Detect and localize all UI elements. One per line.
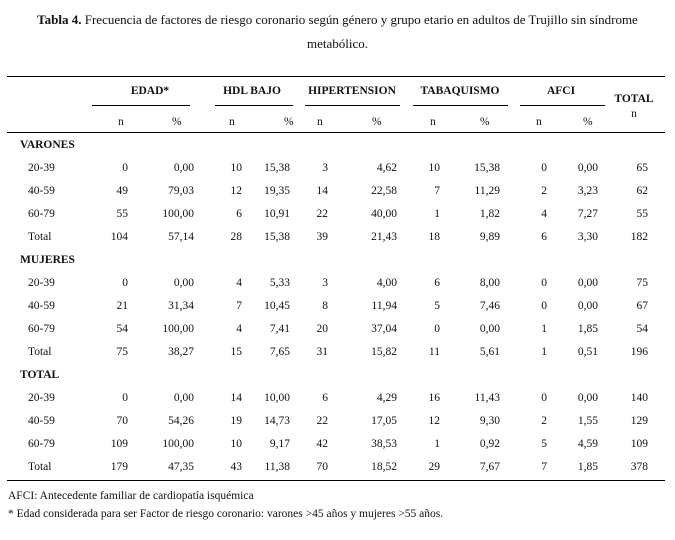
cell-n: 70	[116, 415, 128, 427]
cell-pct: 1,55	[577, 415, 598, 427]
cell-pct: 15,38	[264, 231, 290, 243]
cell-n: 55	[116, 208, 128, 220]
cell-pct: 14,73	[264, 415, 290, 427]
hdl-group-rule	[215, 105, 293, 106]
subheader-pct: %	[172, 116, 182, 128]
cell-n: 5	[434, 300, 440, 312]
cell-total-n: 65	[636, 162, 648, 174]
cell-n: 12	[428, 415, 440, 427]
cell-n: 7	[434, 185, 440, 197]
cell-pct: 0,00	[577, 300, 598, 312]
total-subheader: n	[631, 108, 637, 120]
cell-n: 15	[230, 346, 242, 358]
cell-pct: 79,03	[168, 185, 194, 197]
cell-total-n: 196	[630, 346, 648, 358]
cell-n: 0	[541, 277, 547, 289]
cell-pct: 7,65	[269, 346, 290, 358]
cell-total-n: 129	[630, 415, 648, 427]
cell-pct: 4,59	[577, 438, 598, 450]
header-bottom-rule	[7, 132, 665, 133]
cell-pct: 0,92	[479, 438, 500, 450]
row-label-total: Total	[28, 231, 52, 243]
cell-pct: 3,30	[577, 231, 598, 243]
cell-n: 2	[541, 415, 547, 427]
cell-pct: 37,04	[371, 323, 397, 335]
cell-n: 49	[116, 185, 128, 197]
table-top-rule	[7, 76, 665, 77]
cell-n: 31	[316, 346, 328, 358]
cell-n: 18	[428, 231, 440, 243]
cell-pct: 9,17	[269, 438, 290, 450]
cell-n: 10	[428, 162, 440, 174]
cell-n: 3	[322, 162, 328, 174]
cell-pct: 31,34	[168, 300, 194, 312]
cell-pct: 15,38	[264, 162, 290, 174]
cell-pct: 18,52	[371, 461, 397, 473]
cell-pct: 4,29	[376, 392, 397, 404]
cell-n: 179	[110, 461, 128, 473]
cell-n: 6	[434, 277, 440, 289]
cell-pct: 38,27	[168, 346, 194, 358]
cell-pct: 0,00	[577, 162, 598, 174]
cell-n: 6	[322, 392, 328, 404]
cell-pct: 0,00	[479, 323, 500, 335]
cell-n: 4	[236, 277, 242, 289]
table-bottom-rule	[7, 480, 665, 481]
row-label-age: 40-59	[28, 185, 55, 197]
cell-pct: 10,45	[264, 300, 290, 312]
cell-pct: 15,38	[474, 162, 500, 174]
cell-n: 29	[428, 461, 440, 473]
cell-n: 20	[316, 323, 328, 335]
cell-total-n: 55	[636, 208, 648, 220]
cell-n: 0	[434, 323, 440, 335]
cell-pct: 40,00	[371, 208, 397, 220]
group-header: EDAD*	[130, 85, 170, 97]
row-label-age: 60-79	[28, 438, 55, 450]
group-header: HDL BAJO	[223, 85, 281, 97]
row-label-age: 20-39	[28, 277, 55, 289]
cell-pct: 47,35	[168, 461, 194, 473]
cell-pct: 8,00	[479, 277, 500, 289]
cell-pct: 22,58	[371, 185, 397, 197]
group-header: AFCI	[546, 85, 576, 97]
cell-n: 12	[230, 185, 242, 197]
cell-pct: 0,00	[173, 162, 194, 174]
cell-pct: 11,94	[371, 300, 397, 312]
cell-n: 14	[316, 185, 328, 197]
cell-total-n: 140	[630, 392, 648, 404]
cell-pct: 1,82	[479, 208, 500, 220]
cell-n: 0	[541, 162, 547, 174]
cell-n: 7	[236, 300, 242, 312]
row-label-age: 20-39	[28, 162, 55, 174]
row-label-age: 40-59	[28, 415, 55, 427]
cell-pct: 7,46	[479, 300, 500, 312]
table-caption	[0, 8, 675, 56]
subheader-n: n	[118, 116, 124, 128]
cell-pct: 5,61	[479, 346, 500, 358]
cell-pct: 11,29	[474, 185, 500, 197]
cell-n: 0	[122, 162, 128, 174]
cell-n: 1	[541, 346, 547, 358]
cell-pct: 11,38	[264, 461, 290, 473]
section-title: TOTAL	[20, 369, 60, 381]
cell-n: 16	[428, 392, 440, 404]
section-title: VARONES	[20, 139, 75, 151]
taba-group-rule	[413, 105, 508, 106]
cell-n: 6	[541, 231, 547, 243]
row-label-age: 20-39	[28, 392, 55, 404]
cell-n: 75	[116, 346, 128, 358]
cell-pct: 0,00	[577, 277, 598, 289]
cell-pct: 10,91	[264, 208, 290, 220]
cell-n: 104	[110, 231, 128, 243]
cell-pct: 0,00	[577, 392, 598, 404]
caption-line-2: metabólico.	[306, 36, 368, 51]
cell-pct: 17,05	[371, 415, 397, 427]
cell-pct: 0,00	[173, 277, 194, 289]
cell-pct: 1,85	[577, 461, 598, 473]
cell-n: 0	[541, 392, 547, 404]
cell-n: 7	[541, 461, 547, 473]
subheader-n: n	[536, 116, 542, 128]
cell-n: 11	[428, 346, 440, 358]
cell-n: 42	[316, 438, 328, 450]
cell-n: 19	[230, 415, 242, 427]
cell-total-n: 75	[636, 277, 648, 289]
cell-n: 0	[122, 277, 128, 289]
cell-pct: 0,00	[173, 392, 194, 404]
cell-pct: 11,43	[474, 392, 500, 404]
cell-total-n: 54	[636, 323, 648, 335]
cell-pct: 19,35	[264, 185, 290, 197]
footnote-afci: AFCI: Antecedente familiar de cardiopatía isquémica	[8, 490, 254, 502]
cell-n: 10	[230, 438, 242, 450]
cell-n: 8	[322, 300, 328, 312]
caption-line-1	[0, 8, 675, 32]
cell-n: 1	[434, 208, 440, 220]
cell-pct: 7,41	[269, 323, 290, 335]
cell-n: 54	[116, 323, 128, 335]
cell-n: 39	[316, 231, 328, 243]
cell-n: 6	[236, 208, 242, 220]
cell-n: 1	[541, 323, 547, 335]
cell-n: 28	[230, 231, 242, 243]
caption-text: Frecuencia de factores de riesgo coronario según género y grupo etario en adultos de Trujillo sin síndrome	[81, 12, 638, 27]
cell-pct: 100,00	[162, 208, 194, 220]
edad-group-rule	[92, 105, 190, 106]
cell-total-n: 67	[636, 300, 648, 312]
subheader-pct: %	[372, 116, 382, 128]
cell-n: 21	[116, 300, 128, 312]
cell-pct: 4,62	[376, 162, 397, 174]
subheader-n: n	[317, 116, 323, 128]
cell-n: 4	[541, 208, 547, 220]
footnote-edad: * Edad considerada para ser Factor de riesgo coronario: varones >45 años y mujeres >55 años.	[8, 508, 444, 520]
hta-group-rule	[305, 105, 400, 106]
cell-pct: 15,82	[371, 346, 397, 358]
afci-group-rule	[520, 105, 605, 106]
cell-pct: 100,00	[162, 323, 194, 335]
cell-pct: 3,23	[577, 185, 598, 197]
cell-n: 0	[541, 300, 547, 312]
section-title: MUJERES	[20, 254, 75, 266]
cell-total-n: 62	[636, 185, 648, 197]
cell-pct: 5,33	[269, 277, 290, 289]
cell-n: 70	[316, 461, 328, 473]
subheader-n: n	[229, 116, 235, 128]
row-label-total: Total	[28, 346, 52, 358]
row-label-age: 40-59	[28, 300, 55, 312]
cell-total-n: 109	[630, 438, 648, 450]
cell-n: 2	[541, 185, 547, 197]
cell-pct: 7,27	[577, 208, 598, 220]
cell-pct: 21,43	[371, 231, 397, 243]
cell-n: 14	[230, 392, 242, 404]
subheader-pct: %	[284, 116, 294, 128]
cell-n: 0	[122, 392, 128, 404]
cell-pct: 4,00	[376, 277, 397, 289]
row-label-total: Total	[28, 461, 52, 473]
cell-n: 1	[434, 438, 440, 450]
subheader-pct: %	[480, 116, 490, 128]
total-header: TOTAL	[614, 93, 654, 105]
subheader-n: n	[430, 116, 436, 128]
cell-pct: 57,14	[168, 231, 194, 243]
subheader-pct: %	[583, 116, 593, 128]
cell-total-n: 182	[630, 231, 648, 243]
group-header: HIPERTENSION	[308, 85, 396, 97]
cell-n: 109	[110, 438, 128, 450]
cell-n: 4	[236, 323, 242, 335]
cell-n: 10	[230, 162, 242, 174]
cell-n: 22	[316, 415, 328, 427]
row-label-age: 60-79	[28, 208, 55, 220]
cell-pct: 38,53	[371, 438, 397, 450]
cell-total-n: 378	[630, 461, 648, 473]
cell-pct: 10,00	[264, 392, 290, 404]
cell-n: 3	[322, 277, 328, 289]
cell-pct: 9,89	[479, 231, 500, 243]
cell-pct: 7,67	[479, 461, 500, 473]
row-label-age: 60-79	[28, 323, 55, 335]
cell-pct: 100,00	[162, 438, 194, 450]
cell-n: 5	[541, 438, 547, 450]
cell-pct: 0,51	[577, 346, 598, 358]
group-header: TABAQUISMO	[420, 85, 500, 97]
cell-n: 43	[230, 461, 242, 473]
cell-pct: 9,30	[479, 415, 500, 427]
cell-pct: 54,26	[168, 415, 194, 427]
cell-n: 22	[316, 208, 328, 220]
cell-pct: 1,85	[577, 323, 598, 335]
caption-label: Tabla 4.	[37, 12, 82, 27]
